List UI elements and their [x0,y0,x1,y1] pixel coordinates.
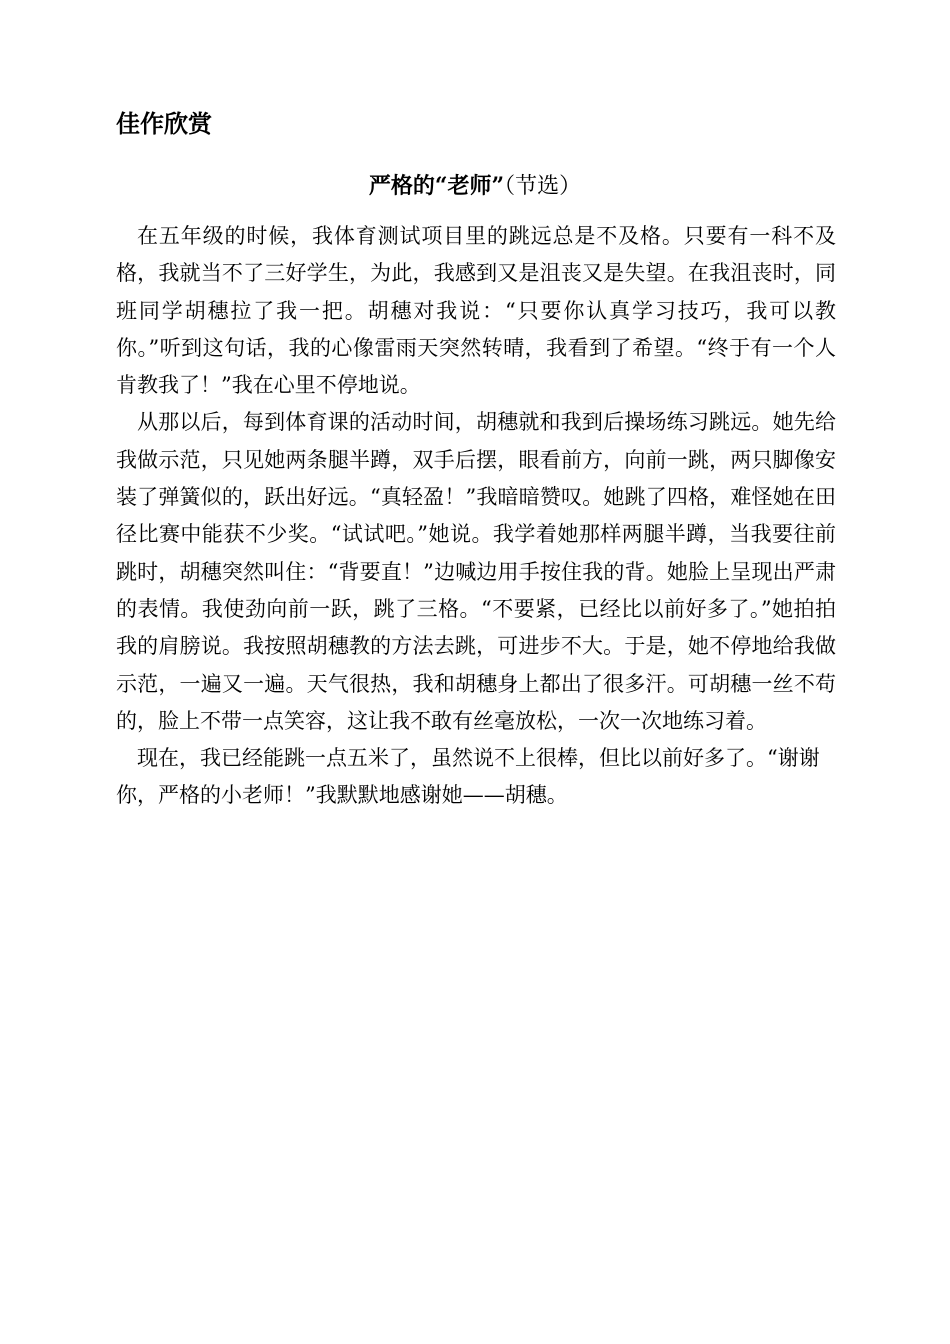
article-body [116,218,836,815]
paragraph: 从那以后，每到体育课的活动时间，胡穗就和我到后操场练习跳远。她先给我做示范，只见她两条腿半蹲，双手后摆，眼看前方，向前一跳，两只脚像安装了弹簧似的，跃出好远。“真轻盈！”我暗暗赞叹。她跳了四格，难怪她在田径比赛中能获不少奖。“试试吧。”她说。我学着她那样两腿半蹲，当我要往前跳时，胡穗突然叫住：“背要直！”边喊边用手按住我的背。她脸上呈现出严肃的表情。我使劲向前一跃，跳了三格。“不要紧，已经比以前好多了。”她拍拍我的肩膀说。我按照胡穗教的方法去跳，可进步不大。于是，她不停地给我做示范，一遍又一遍。天气很热，我和胡穗身上都出了很多汗。可胡穗一丝不苟的，脸上不带一点笑容，这让我不敢有丝毫放松，一次一次地练习着。 [116,410,836,733]
article-title-main: 严格的“老师” [368,173,505,199]
paragraph: 现在，我已经能跳一点五米了，虽然说不上很棒，但比以前好多了。“谢谢你，严格的小老师！”我默默地感谢她——胡穗。 [116,746,820,808]
paragraph: 在五年级的时候，我体育测试项目里的跳远总是不及格。只要有一科不及格，我就当不了三好学生，为此，我感到又是沮丧又是失望。在我沮丧时，同班同学胡穗拉了我一把。胡穗对我说：“只要你认真学习技巧，我可以教你。”听到这句话，我的心像雷雨天突然转晴，我看到了希望。“终于有一个人肯教我了！”我在心里不停地说。 [116,224,836,398]
section-heading: 佳作欣赏 [116,110,212,138]
article-title [116,168,834,205]
article-title-note: （节选） [504,174,582,199]
